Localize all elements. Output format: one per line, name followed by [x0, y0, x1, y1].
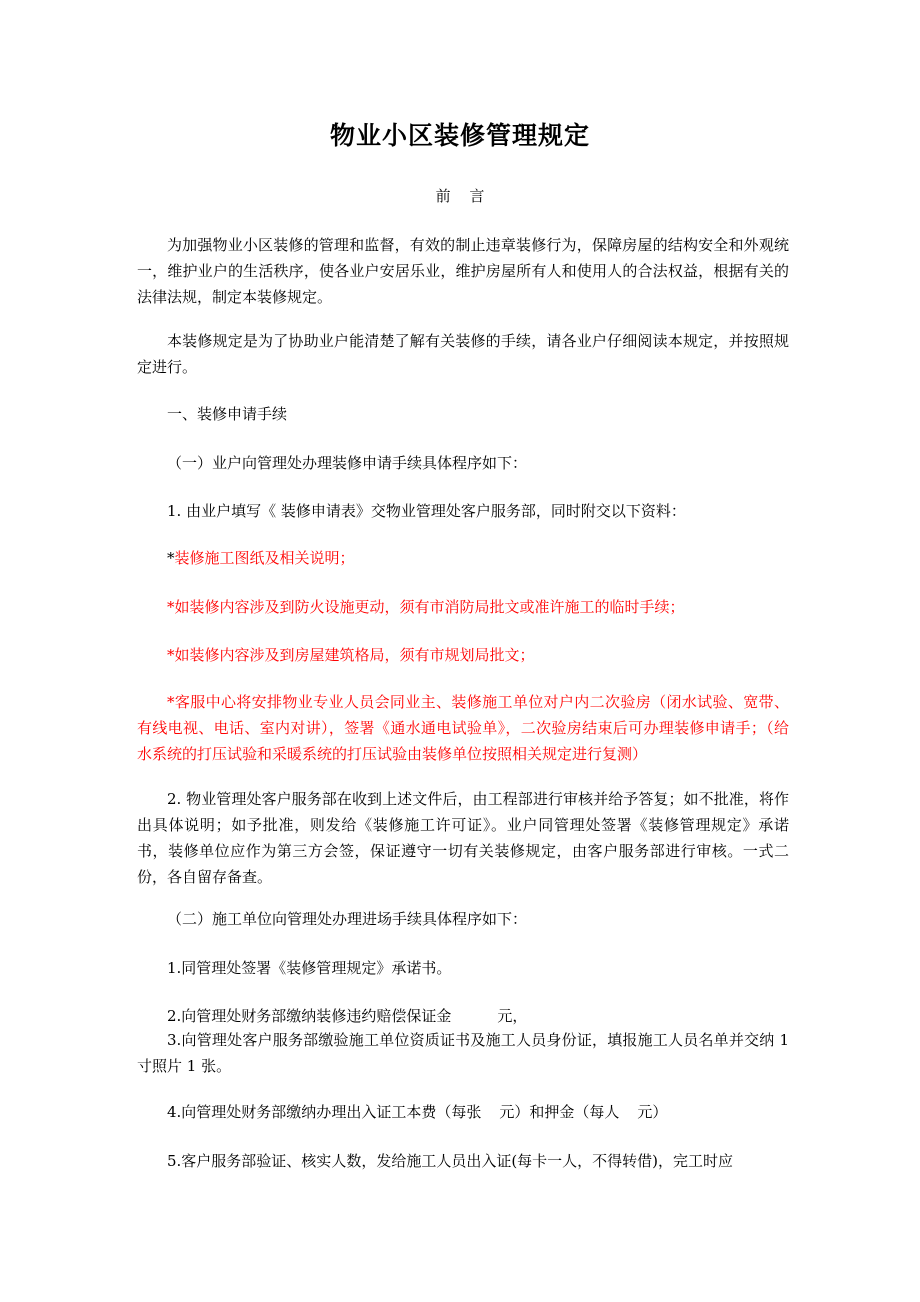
list-item — [167, 644, 535, 666]
step-2 — [167, 1005, 527, 1027]
intro-paragraph-2: 本装修规定是为了协助业户能清楚了解有关装修的手续，请各业户仔细阅读本规定，并按照规定进行。 — [137, 332, 789, 376]
step-2-text: 2.向管理处财务部缴纳装修违约赔偿保证金 — [167, 1007, 452, 1025]
asterisk: * — [167, 693, 175, 711]
red-item-a: 装修施工图纸及相关说明； — [174, 549, 355, 567]
asterisk: * — [167, 646, 175, 664]
step-3: 3.向管理处客户服务部缴验施工单位资质证书及施工人员身份证，填报施工人员名单并交纳 1 寸照片 1 张。 — [137, 1031, 789, 1075]
subsection-1-heading: （一）业户向管理处办理装修申请手续具体程序如下： — [167, 454, 528, 472]
red-item-d: 客服中心将安排物业专业人员会同业主、装修施工单位对户内二次验房（闭水试验、宽带、有线电视、电话、室内对讲），签署《通水通电试验单》，二次验房结束后可办理装修申请手；（给水系统的打压试验和采暖系统的打压试验由装修单位按照相关规定进行复测） — [137, 693, 789, 763]
step-4 — [167, 1101, 667, 1123]
red-item-c: 如装修内容涉及到房屋建筑格局，须有市规划局批文； — [174, 646, 535, 664]
section-1-heading: 一、装修申请手续 — [167, 405, 288, 423]
step-2-unit: 元， — [497, 1007, 528, 1025]
step-1: 1.同管理处签署《装修管理规定》承诺书。 — [167, 959, 452, 977]
step-4-text-b: 元）和押金（每人 — [499, 1103, 620, 1121]
red-item-d-paragraph — [137, 689, 789, 767]
step-4-text-c: 元） — [637, 1103, 668, 1121]
document-title: 物业小区装修管理规定 — [329, 121, 590, 150]
red-item-b: 如装修内容涉及到防火设施更动，须有市消防局批文或准许施工的临时手续； — [174, 598, 685, 616]
list-item-1: 1. 由业户填写《 装修申请表》交物业管理处客户服务部，同时附交以下资料： — [167, 502, 686, 520]
step-4-text-a: 4.向管理处财务部缴纳办理出入证工本费（每张 — [167, 1103, 482, 1121]
list-item-2: 2. 物业管理处客户服务部在收到上述文件后，由工程部进行审核并给予答复；如不批准，将作出具体说明；如予批准，则发给《装修施工许可证》。业户同管理处签署《装修管理规定》承诺书，装修单位应作为第三方会签，保证遵守一切有关装修规定，由客户服务部进行审核。一式二份，各自留存备查。 — [137, 790, 789, 886]
asterisk: * — [167, 549, 175, 567]
list-item — [167, 547, 355, 569]
list-item — [167, 596, 685, 618]
asterisk: * — [167, 598, 175, 616]
subsection-2-heading: （二）施工单位向管理处办理进场手续具体程序如下： — [167, 910, 528, 928]
preface-heading: 前 言 — [435, 187, 485, 205]
intro-paragraph-1: 为加强物业小区装修的管理和监督，有效的制止违章装修行为，保障房屋的结构安全和外观统一，维护业户的生活秩序，使各业户安居乐业，维护房屋所有人和使用人的合法权益，根据有关的法律法规，制定本装修规定。 — [137, 236, 789, 306]
step-5: 5.客户服务部验证、核实人数，发给施工人员出入证(每卡一人，不得转借)，完工时应 — [167, 1152, 734, 1170]
